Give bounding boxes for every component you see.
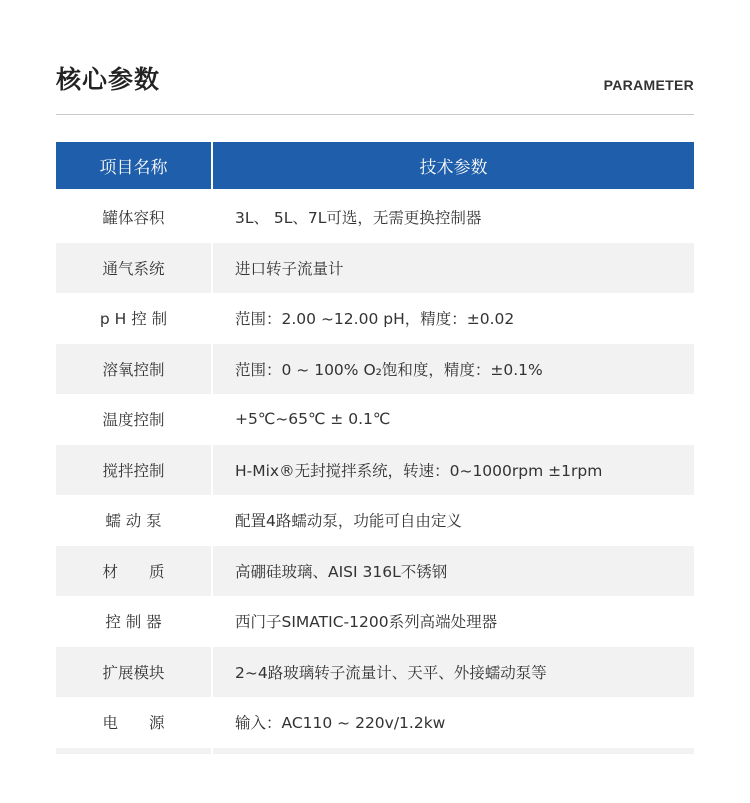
row-label: 搅拌控制 — [56, 445, 211, 496]
parameter-table — [56, 142, 694, 754]
row-value: +5℃~65℃ ± 0.1℃ — [235, 410, 391, 429]
table-row — [56, 394, 694, 445]
row-label: 控 制 器 — [105, 613, 162, 632]
table-row — [56, 546, 694, 597]
row-label: p H 控 制 — [99, 310, 168, 329]
row-label: 材 质 — [56, 546, 211, 597]
column-header-tech-params: 技术参数 — [213, 142, 694, 189]
row-label: 扩展模块 — [56, 647, 211, 698]
table-row — [56, 445, 694, 496]
table-header-row — [56, 142, 694, 189]
title-divider — [56, 114, 694, 115]
page-title: 核心参数 — [56, 65, 161, 94]
row-value: 输入：AC110 ~ 220v/1.2kw — [235, 714, 446, 733]
row-value: 进口转子流量计 — [213, 243, 694, 294]
row-value: 高硼硅玻璃、AISI 316L不锈钢 — [213, 546, 694, 597]
table-row — [56, 495, 694, 546]
row-value: 范围：2.00 ~12.00 pH，精度：±0.02 — [235, 310, 515, 329]
table-row — [56, 647, 694, 698]
row-label: 蠕 动 泵 — [105, 512, 162, 531]
table-row — [56, 344, 694, 395]
table-row — [56, 192, 694, 243]
row-label: 罐体容积 — [102, 209, 165, 228]
row-value: H-Mix®无封搅拌系统，转速：0~1000rpm ±1rpm — [213, 445, 694, 496]
table-row — [56, 596, 694, 647]
row-label: 通气系统 — [56, 243, 211, 294]
row-label: 电 源 — [102, 714, 165, 733]
table-row-cut-off — [56, 748, 694, 754]
table-row — [56, 293, 694, 344]
row-label: 溶氧控制 — [56, 344, 211, 395]
row-label: 温度控制 — [102, 411, 165, 430]
row-value-empty — [213, 748, 694, 754]
row-value: 2~4路玻璃转子流量计、天平、外接蠕动泵等 — [213, 647, 694, 698]
row-value: 范围：0 ~ 100% O₂饱和度，精度：±0.1% — [213, 344, 694, 395]
row-value: 西门子SIMATIC-1200系列高端处理器 — [235, 613, 498, 632]
row-label-empty — [56, 748, 211, 754]
page-subtitle: PARAMETER — [603, 77, 694, 93]
table-row — [56, 243, 694, 294]
row-value: 3L、 5L、7L可选，无需更换控制器 — [235, 209, 482, 228]
table-row — [56, 697, 694, 748]
column-header-item-name: 项目名称 — [56, 142, 211, 189]
row-value: 配置4路蠕动泵，功能可自由定义 — [235, 512, 462, 531]
